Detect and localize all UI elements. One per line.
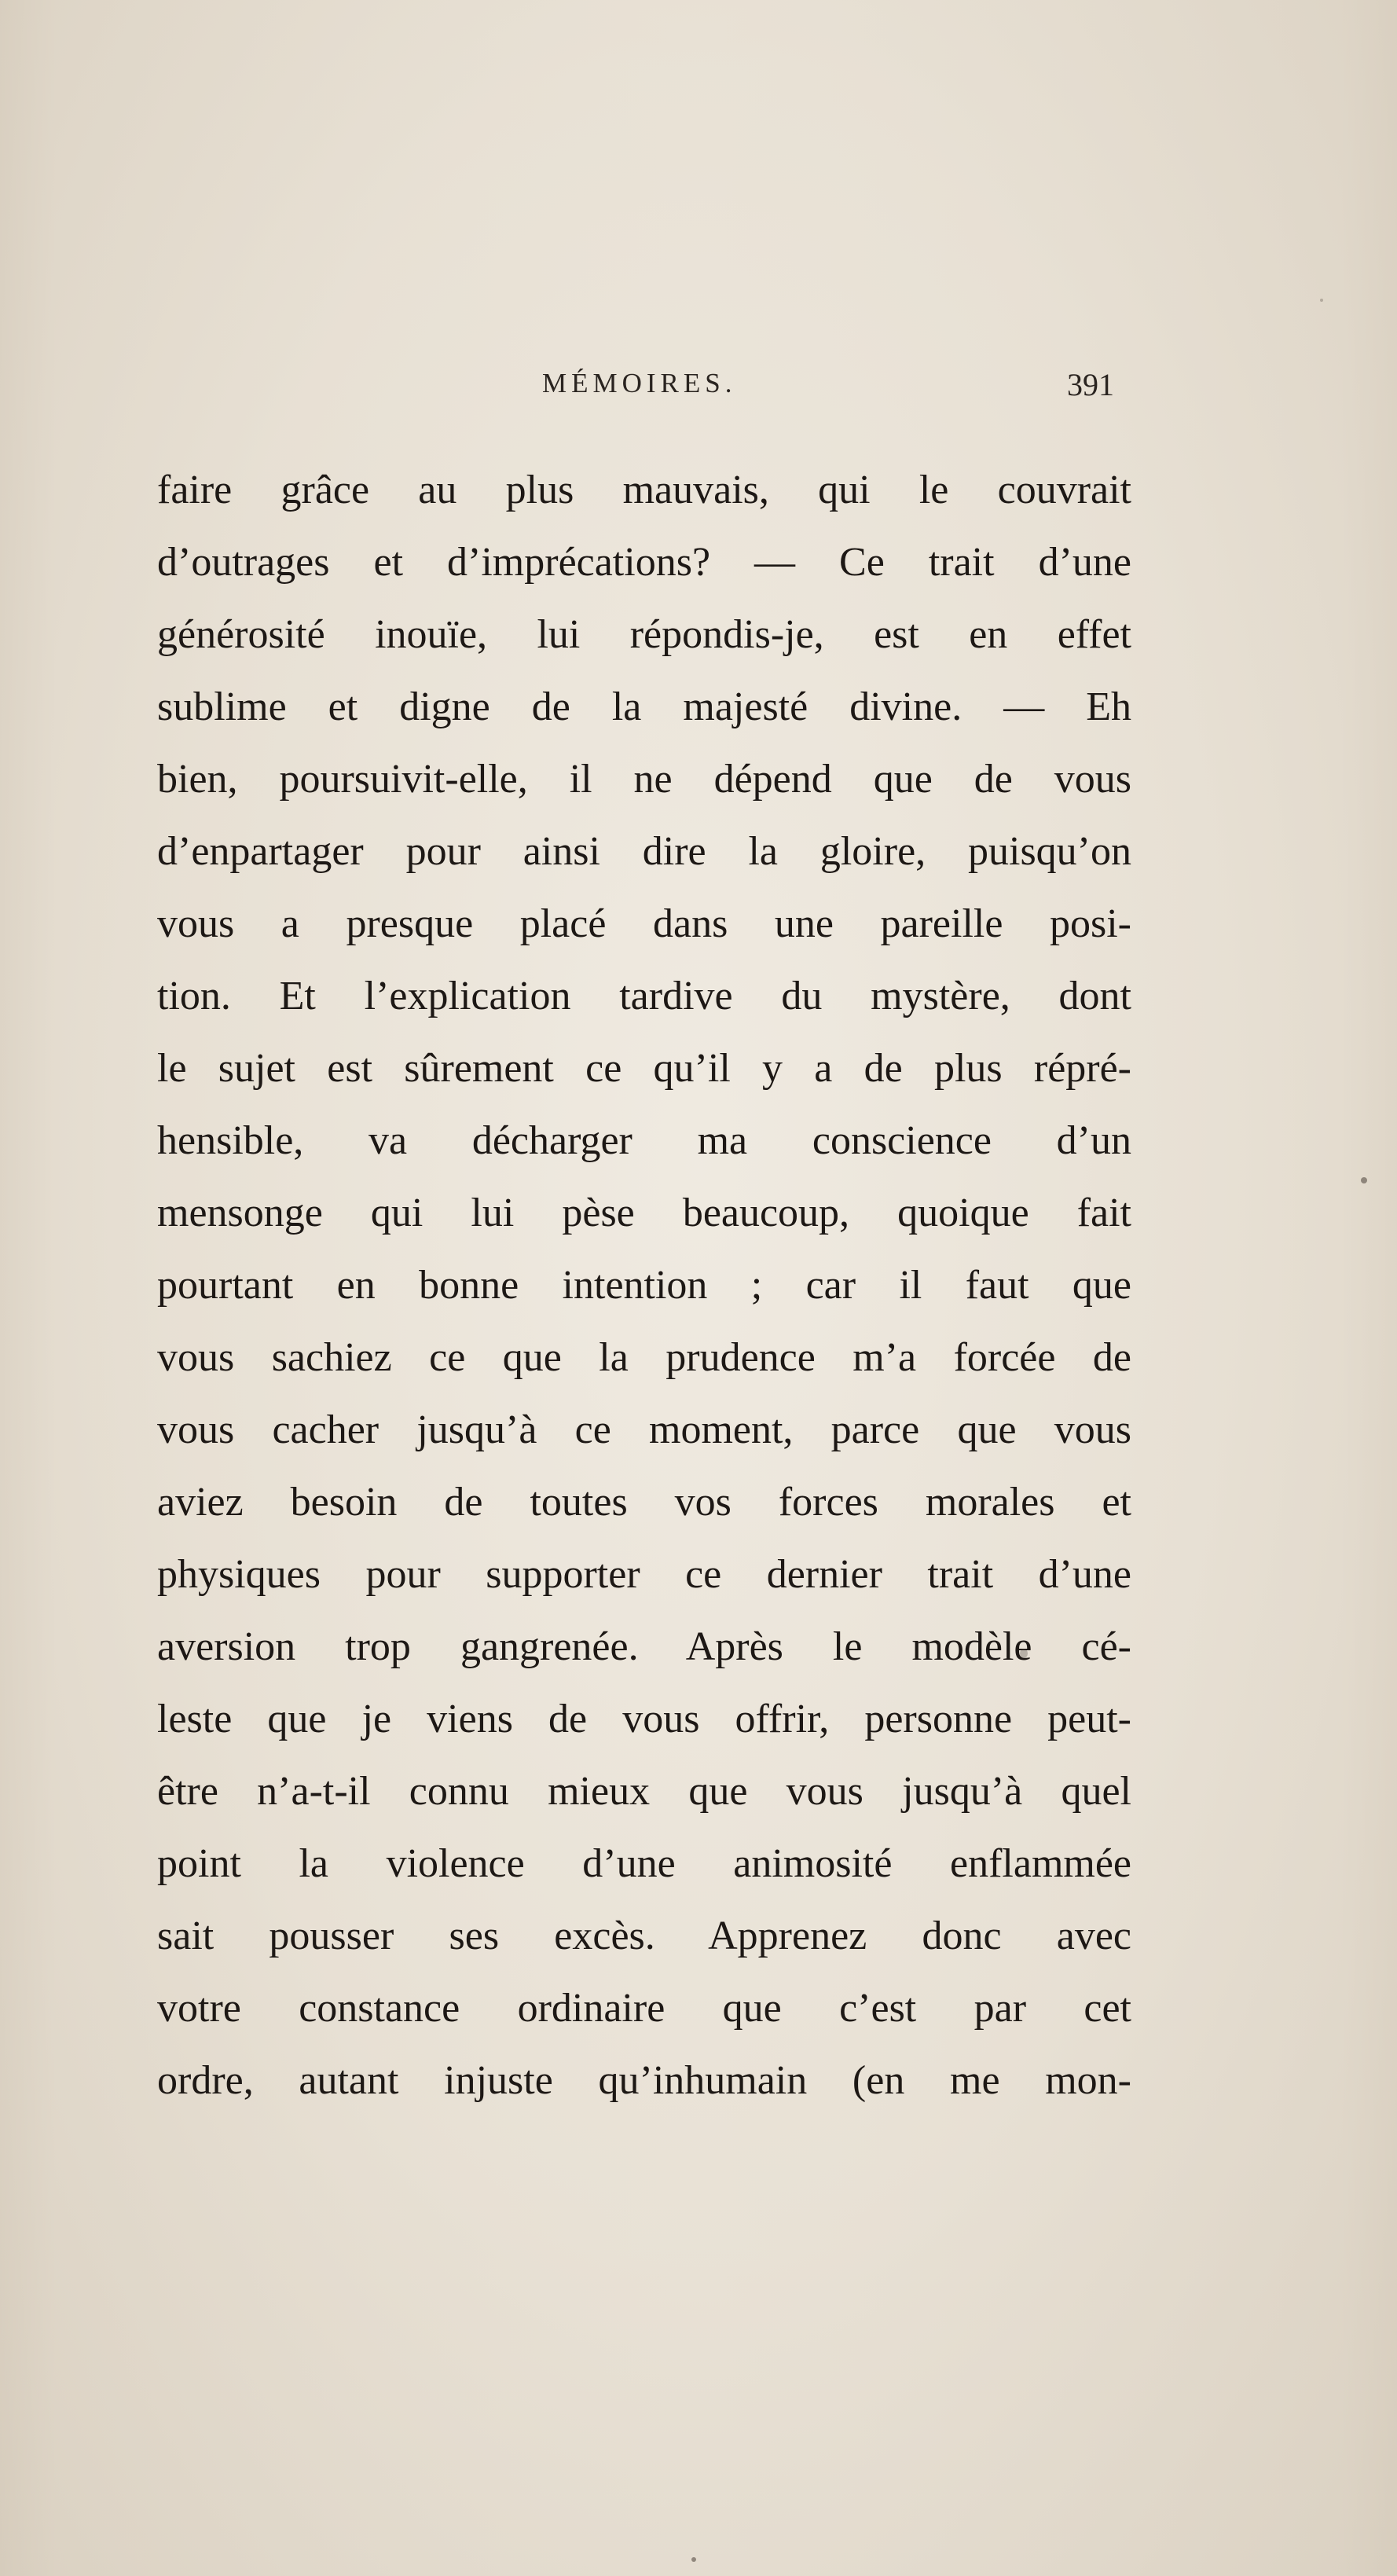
text-line: sublime et digne de la majesté divine. — Eh	[157, 684, 1131, 729]
text-line: générosité inouïe, lui répondis-je, est en effet	[157, 612, 1131, 657]
text-line: ordre, autant injuste qu’inhumain (en me mon-	[157, 2058, 1131, 2103]
text-line: mensonge qui lui pèse beaucoup, quoique fait	[157, 1191, 1131, 1235]
paper-speck	[1361, 1177, 1367, 1183]
text-line: le sujet est sûrement ce qu’il y a de plus répré-	[157, 1046, 1131, 1091]
running-head: MÉMOIRES.	[542, 368, 737, 398]
text-line: vous cacher jusqu’à ce moment, parce que vous	[157, 1407, 1131, 1452]
text-line: tion. Et l’explication tardive du mystère, dont	[157, 974, 1131, 1018]
text-line: vous a presque placé dans une pareille posi-	[157, 901, 1131, 946]
page-number: 391	[1067, 367, 1114, 402]
text-line: aversion trop gangrenée. Après le modèle cé-	[157, 1624, 1131, 1669]
text-line: d’enpartager pour ainsi dire la gloire, puisqu’on	[157, 829, 1131, 874]
text-line: sait pousser ses excès. Apprenez donc avec	[157, 1914, 1131, 1958]
text-line: physiques pour supporter ce dernier trait d’une	[157, 1552, 1131, 1597]
text-line: vous sachiez ce que la prudence m’a forcée de	[157, 1335, 1131, 1380]
text-line: aviez besoin de toutes vos forces morales et	[157, 1480, 1131, 1525]
text-line: leste que je viens de vous offrir, personne peut-	[157, 1697, 1131, 1741]
paper-speck	[1020, 1649, 1028, 1658]
body-text	[157, 454, 1131, 2117]
text-line: d’outrages et d’imprécations? — Ce trait d’une	[157, 540, 1131, 585]
text-line: faire grâce au plus mauvais, qui le couvrait	[157, 468, 1131, 512]
text-line: point la violence d’une animosité enflammée	[157, 1841, 1131, 1886]
paper-speck	[1320, 299, 1323, 302]
text-line: votre constance ordinaire que c’est par cet	[157, 1986, 1131, 2031]
page-header	[157, 368, 1114, 415]
paper-speck	[691, 2557, 696, 2562]
text-line: être n’a-t-il connu mieux que vous jusqu’à quel	[157, 1769, 1131, 1814]
text-line: hensible, va décharger ma conscience d’un	[157, 1118, 1131, 1163]
text-line: bien, poursuivit-elle, il ne dépend que de vous	[157, 757, 1131, 802]
text-line: pourtant en bonne intention ; car il faut que	[157, 1263, 1131, 1308]
